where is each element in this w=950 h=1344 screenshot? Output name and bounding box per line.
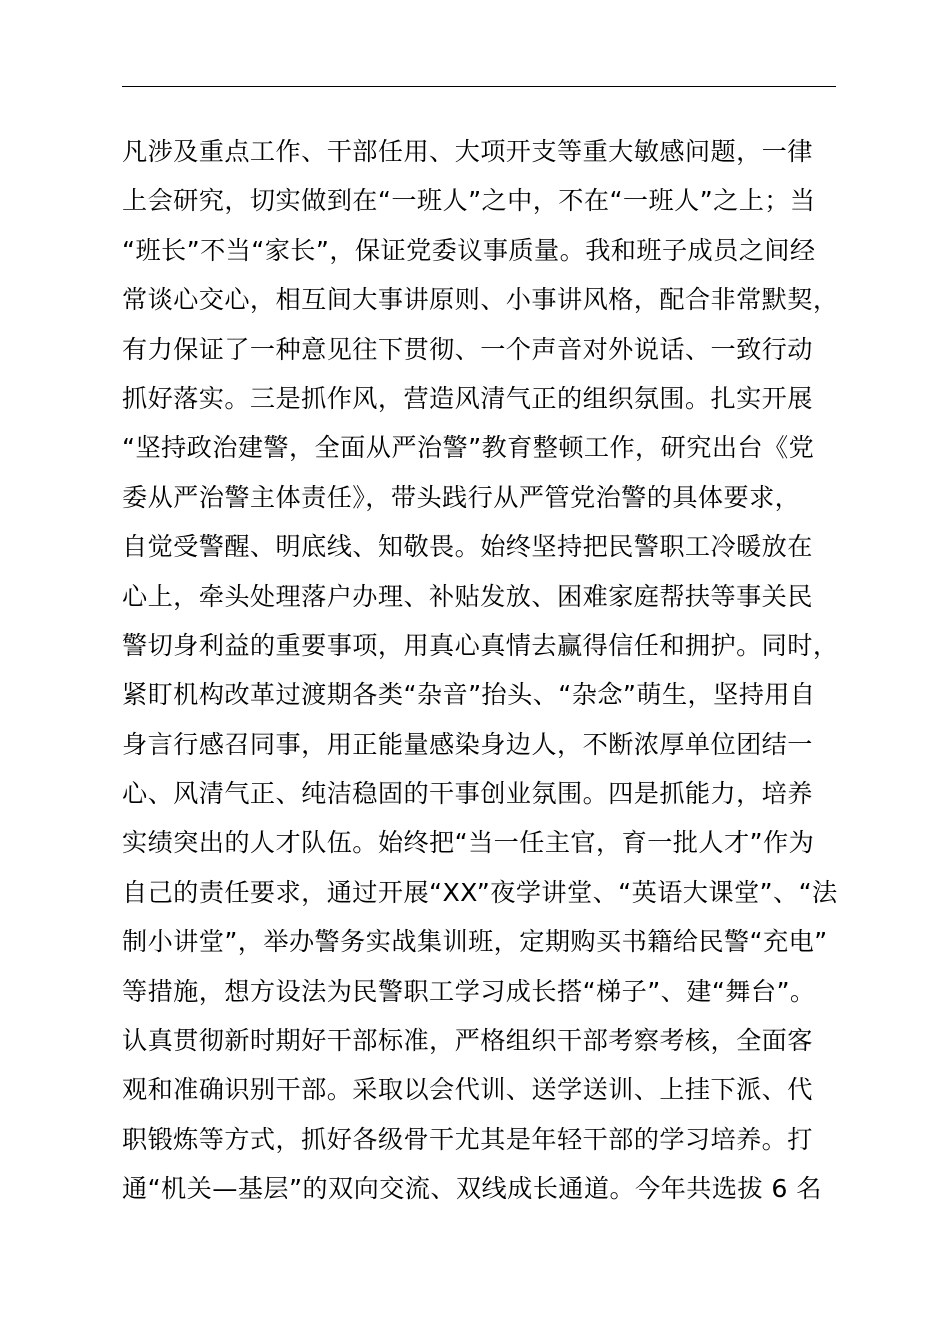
- text-line: 凡涉及重点工作、干部任用、大项开支等重大敏感问题，一律: [122, 137, 813, 166]
- text-line: 常谈心交心，相互间大事讲原则、小事讲风格，配合非常默契，: [122, 285, 839, 315]
- text-line: 警切身利益的重要事项，用真心真情去赢得信任和拥护。同时，: [122, 630, 839, 660]
- text-line: 自己的责任要求，通过开展“XX”夜学讲堂、“英语大课堂”、“法: [122, 877, 838, 907]
- text-line: 观和准确识别干部。采取以会代训、送学送训、上挂下派、代: [122, 1075, 813, 1105]
- text-line: 制小讲堂”，举办警务实战集训班，定期购买书籍给民警“充电”: [122, 927, 828, 957]
- text-line: “坚持政治建警，全面从严治警”教育整顿工作，研究出台《党: [122, 433, 815, 463]
- text-line: 通“机关—基层”的双向交流、双线成长通道。今年共选拔 6 名: [122, 1174, 822, 1204]
- text-line: 认真贯彻新时期好干部标准，严格组织干部考察考核，全面客: [122, 1026, 813, 1056]
- text-line: 有力保证了一种意见往下贯彻、一个声音对外说话、一致行动: [122, 334, 813, 364]
- text-line: 委从严治警主体责任》，带头践行从严管党治警的具体要求，: [122, 482, 801, 512]
- text-line: 等措施，想方设法为民警职工学习成长搭“梯子”、建“舞台”。: [122, 976, 816, 1006]
- header-rule: [122, 86, 836, 87]
- text-line: 紧盯机构改革过渡期各类“杂音”抬头、“杂念”萌生，坚持用自: [122, 680, 816, 710]
- text-line: 身言行感召同事，用正能量感染身边人，不断浓厚单位团结一: [122, 729, 813, 759]
- text-line: 抓好落实。三是抓作风，营造风清气正的组织氛围。扎实开展: [122, 383, 813, 413]
- text-line: “班长”不当“家长”，保证党委议事质量。我和班子成员之间经: [122, 235, 816, 265]
- text-line: 心上，牵头处理落户办理、补贴发放、困难家庭帮扶等事关民: [122, 581, 813, 611]
- body-text: [122, 127, 882, 1214]
- text-line: 实绩突出的人才队伍。始终把“当一任主官，育一批人才”作为: [122, 828, 815, 858]
- text-line: 心、风清气正、纯洁稳固的干事创业氛围。四是抓能力，培养: [122, 779, 813, 809]
- text-line: 上会研究，切实做到在“一班人”之中，不在“一班人”之上；当: [122, 186, 816, 216]
- text-line: 职锻炼等方式，抓好各级骨干尤其是年轻干部的学习培养。打: [122, 1124, 813, 1154]
- text-line: 自觉受警醒、明底线、知敬畏。始终坚持把民警职工冷暖放在: [122, 532, 813, 562]
